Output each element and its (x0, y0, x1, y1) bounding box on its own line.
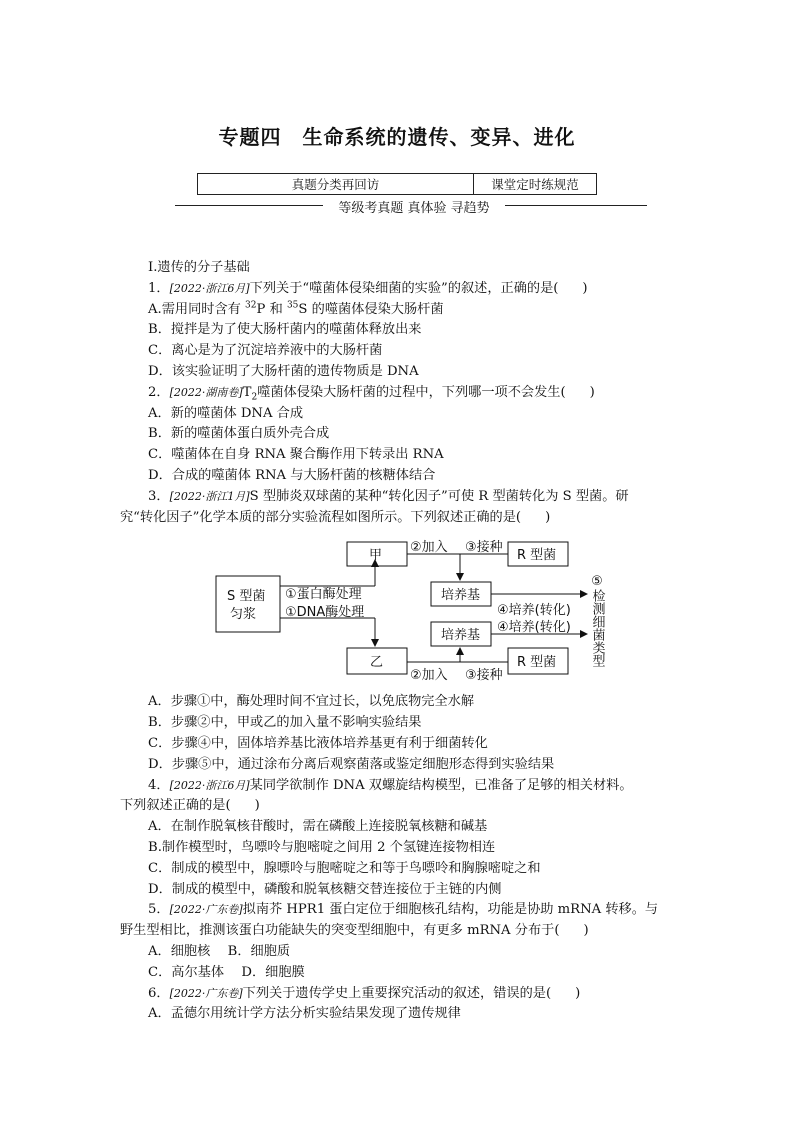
question-6-stem (120, 984, 680, 1005)
experiment-flow-diagram (215, 538, 615, 688)
option-a[interactable]: A．步骤①中，酶处理时间不宜过长，以免底物完全水解 (148, 694, 475, 710)
option-a[interactable]: A．孟德尔用统计学方法分析实验结果发现了遗传规律 (148, 1006, 461, 1022)
question-number: 4． (148, 777, 170, 793)
label-protease: ①蛋白酶处理 (285, 587, 362, 602)
question-text: 下列关于遗传学史上重要探究活动的叙述，错误的是( (242, 985, 552, 1001)
question-number: 1． (148, 280, 170, 296)
question-source: [2022·广东卷] (169, 903, 243, 917)
r-label-top: R 型菌 (517, 548, 557, 563)
isotope-p: 32 (245, 300, 257, 311)
option-c[interactable]: C．步骤④中，固体培养基比液体培养基更有利于细菌转化 (148, 735, 488, 751)
question-5-stem-2 (120, 921, 680, 942)
label-inoculate-bottom: ③接种 (465, 668, 503, 683)
answer-bracket-close: ) (575, 985, 581, 1001)
label-inoculate-top: ③接种 (465, 540, 503, 555)
option-a-text-1: A.需用同时含有 (148, 301, 246, 317)
question-text: 某同学欲制作 DNA 双螺旋结构模型，已准备了足够的相关材料。 (249, 777, 633, 793)
question-source: [2022·浙江6月] (169, 281, 250, 295)
jia-label: 甲 (369, 548, 383, 563)
page-title: 专题四 生命系统的遗传、变异、进化 (218, 125, 576, 149)
question-text: 拟南芥 HPR1 蛋白定位于细胞核孔结构，功能是协助 mRNA 转移。与 (242, 902, 659, 918)
subtitle-text: 等级考真题 真体验 寻趋势 (338, 201, 490, 216)
phage-sub: 2 (251, 392, 258, 403)
isotope-s: 35 (286, 300, 299, 311)
option-b[interactable]: B.制作模型时，鸟嘌呤与胞嘧啶之间用 2 个氢键连接物相连 (148, 839, 496, 855)
s-homogenate-box (216, 576, 280, 632)
question-4-stem (120, 776, 680, 797)
question-number: 6． (148, 985, 170, 1001)
option-c[interactable]: C．离心是为了沉淀培养液中的大肠杆菌 (148, 343, 383, 359)
label-culture-bottom: ④培养(转化) (497, 620, 571, 635)
label-culture-top: ④培养(转化) (497, 603, 571, 618)
question-2-stem (120, 383, 680, 404)
question-source: [2022·浙江1月] (169, 489, 250, 503)
section-heading: Ⅰ.遗传的分子基础 (148, 260, 250, 275)
option-a-text-3: S 的噬菌体侵染大肠杆菌 (298, 301, 444, 317)
label-dnase: ①DNA酶处理 (285, 605, 365, 620)
tab-review[interactable]: 真题分类再回访 (198, 174, 474, 194)
question-text: 下列叙述正确的是( (120, 798, 231, 814)
question-source: [2022·广东卷] (169, 986, 243, 1000)
tab-practice[interactable]: 课堂定时练规范 (491, 177, 579, 192)
question-source: [2022·浙江6月] (169, 778, 250, 792)
section-subtitle (175, 197, 647, 216)
question-5-stem (120, 900, 680, 921)
option-a[interactable]: A．新的噬菌体 DNA 合成 (148, 405, 304, 421)
s-box-label-1: S 型菌 (227, 589, 266, 604)
option-d[interactable]: D．合成的噬菌体 RNA 与大肠杆菌的核糖体结合 (148, 467, 436, 483)
yi-label: 乙 (370, 655, 384, 670)
answer-bracket-close: ) (589, 384, 595, 400)
question-4-stem-2 (120, 796, 680, 817)
option-c[interactable]: C．噬菌体在自身 RNA 聚合酶作用下转录出 RNA (148, 447, 444, 463)
option-d[interactable]: D．步骤⑤中，通过涂布分离后观察菌落或鉴定细胞形态得到实验结果 (148, 756, 555, 772)
question-3-stem (120, 487, 680, 508)
question-number: 3． (148, 488, 170, 504)
s-box-label-2: 匀浆 (230, 607, 257, 622)
question-number: 5． (148, 902, 170, 918)
option-b[interactable]: B．新的噬菌体蛋白质外壳合成 (148, 426, 330, 442)
question-number: 2． (148, 384, 170, 400)
option-a[interactable] (120, 300, 680, 321)
question-3-stem-2 (120, 508, 680, 529)
option-a-text-2: P 和 (256, 301, 287, 317)
option-a-b[interactable]: A．细胞核 B．细胞质 (148, 943, 291, 959)
option-a[interactable]: A．在制作脱氧核苷酸时，需在磷酸上连接脱氧核糖和碱基 (148, 819, 488, 835)
tab-bar (197, 173, 597, 195)
question-source: [2022·湖南卷] (169, 385, 243, 399)
question-text: 下列关于“噬菌体侵染细菌的实验”的叙述，正确的是( (249, 280, 559, 296)
option-d[interactable]: D．制成的模型中，磷酸和脱氧核糖交替连接位于主链的内侧 (148, 881, 502, 897)
r-label-bottom: R 型菌 (517, 655, 557, 670)
answer-bracket-close: ) (583, 923, 589, 939)
option-c-d[interactable]: C．高尔基体 D．细胞膜 (148, 964, 305, 980)
option-c[interactable]: C．制成的模型中，腺嘌呤与胞嘧啶之和等于鸟嘌呤和胸腺嘧啶之和 (148, 860, 541, 876)
medium-label-top: 培养基 (441, 588, 481, 603)
phage-t: T (242, 384, 252, 400)
question-text: 野生型相比，推测该蛋白功能缺失的突变型细胞中，有更多 mRNA 分布于( (120, 923, 560, 939)
label-add-bottom: ②加入 (410, 668, 448, 683)
label-detect: ⑤检测细菌类型 (589, 574, 605, 667)
question-text: S 型肺炎双球菌的某种“转化因子”可使 R 型菌转化为 S 型菌。研 (249, 488, 629, 504)
question-text: 噬菌体侵染大肠杆菌的过程中，下列哪一项不会发生( (257, 384, 566, 400)
option-b[interactable]: B．步骤②中，甲或乙的加入量不影响实验结果 (148, 715, 422, 731)
label-add-top: ②加入 (410, 540, 448, 555)
divider-left (175, 205, 323, 206)
divider-right (505, 205, 647, 206)
answer-bracket-close: ) (545, 509, 551, 525)
option-d[interactable]: D．该实验证明了大肠杆菌的遗传物质是 DNA (148, 363, 419, 379)
answer-bracket-close: ) (582, 280, 588, 296)
option-b[interactable]: B．搅拌是为了使大肠杆菌内的噬菌体释放出来 (148, 322, 422, 338)
question-1-stem (120, 279, 680, 300)
medium-label-bottom: 培养基 (441, 628, 481, 643)
answer-bracket-close: ) (254, 798, 260, 814)
question-text: 究“转化因子”化学本质的部分实验流程如图所示。下列叙述正确的是( (120, 509, 522, 525)
